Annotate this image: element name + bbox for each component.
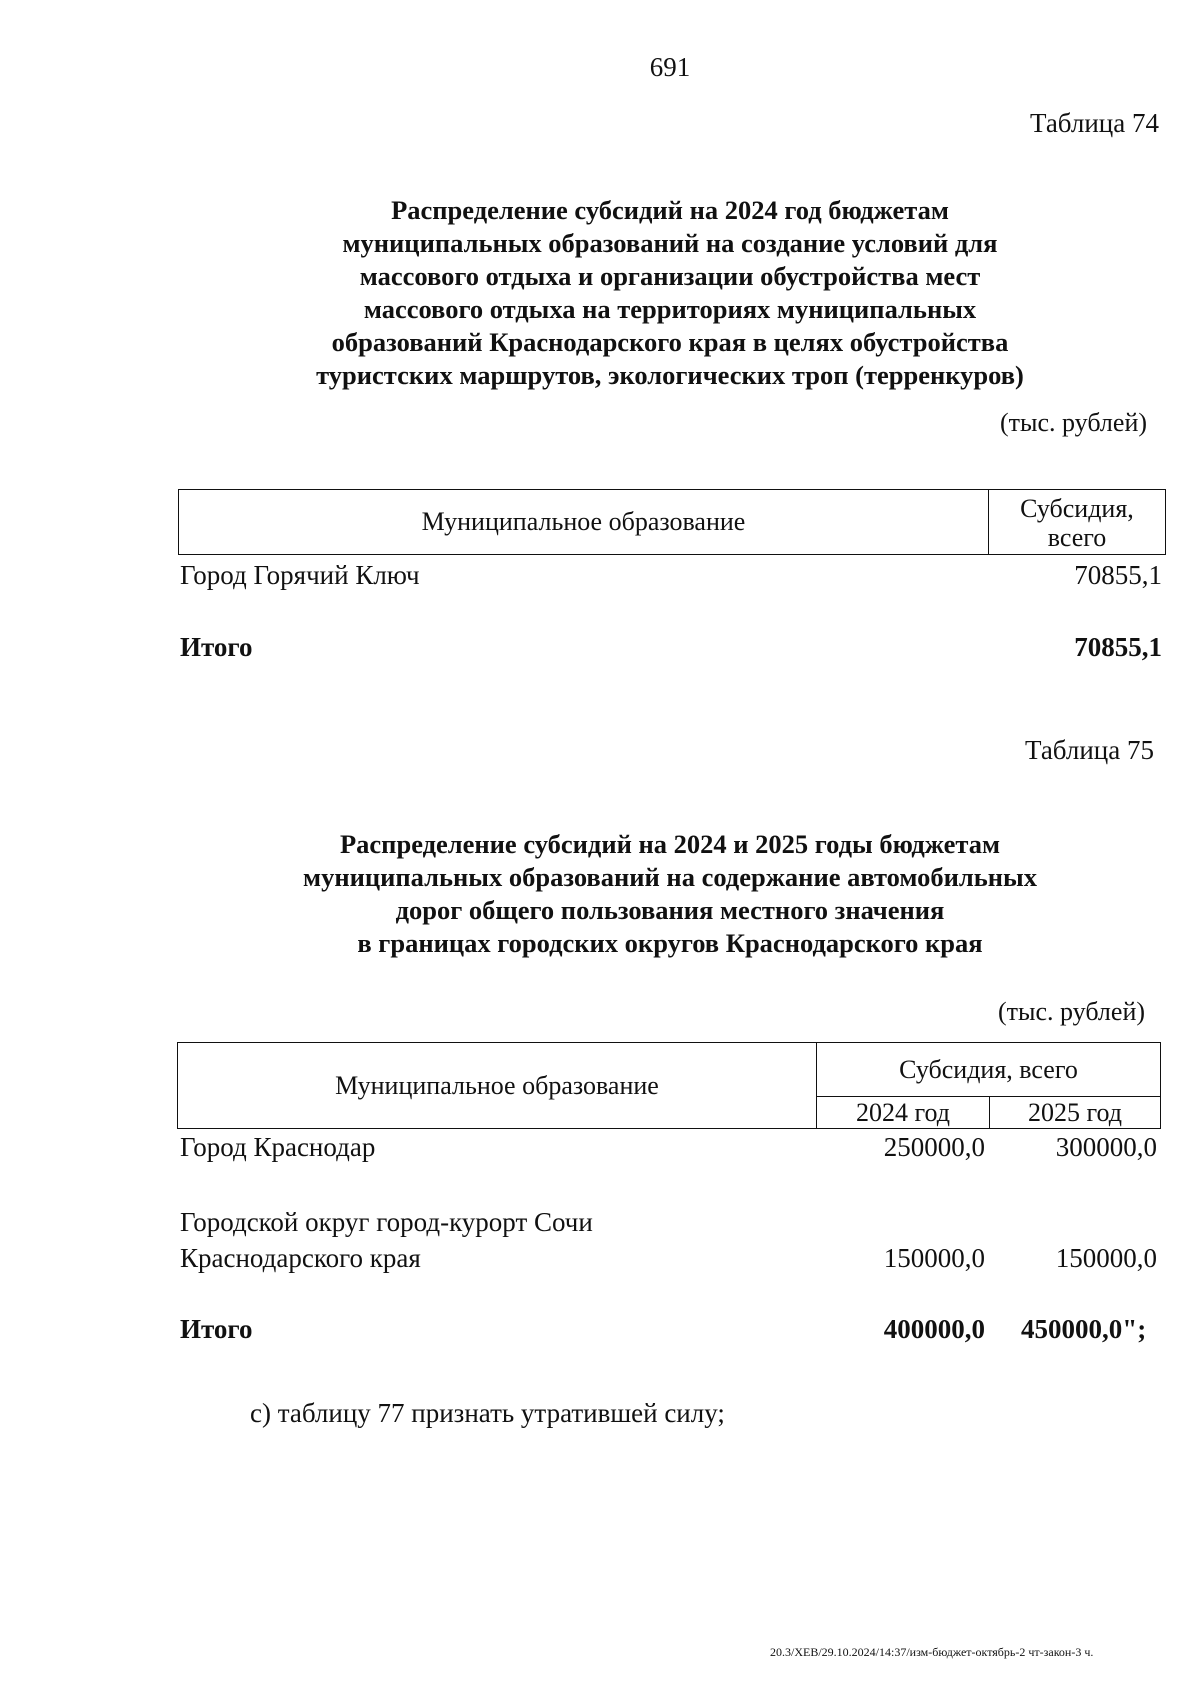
table-75-row-value-2025: 300000,0 — [1055, 1132, 1157, 1162]
page-number: 691 — [649, 52, 691, 82]
table-74-title-line: Распределение субсидий на 2024 год бюджетам — [391, 195, 949, 225]
table-75-total-2024: 400000,0 — [883, 1314, 985, 1344]
table-74-header — [178, 489, 1166, 555]
subsidy-header-line2: всего — [1047, 523, 1107, 552]
year-2024-column-header: 2024 год — [817, 1097, 990, 1129]
table-75-total-2025: 450000,0"; — [1021, 1314, 1147, 1344]
table-75-title-line: муниципальных образований на содержание автомобильных — [303, 862, 1037, 892]
subsidy-header-line1: Субсидия, — [1020, 494, 1134, 523]
subsidy-column-header — [989, 490, 1166, 555]
table-74-title-line: массового отдыха и организации обустройства мест — [359, 261, 981, 291]
table-75-title-line: Распределение субсидий на 2024 и 2025 годы бюджетам — [339, 829, 1001, 859]
table-75-row-value-2024: 150000,0 — [883, 1243, 985, 1273]
table-74-title-line: образований Краснодарского края в целях обустройства — [331, 327, 1009, 357]
table-74-title — [0, 194, 1200, 392]
table-74-row-value: 70855,1 — [1074, 560, 1162, 590]
table-74-units: (тыс. рублей) — [1000, 408, 1148, 437]
table-75-row-name: Город Краснодар — [180, 1132, 376, 1162]
table-75-title-line: дорог общего пользования местного значения — [395, 895, 945, 925]
subsidy-column-header: Субсидия, всего — [817, 1043, 1161, 1097]
table-75-header — [177, 1042, 1161, 1129]
table-74-total-label: Итого — [180, 632, 253, 662]
table-74-title-line: туристских маршрутов, экологических троп (терренкуров) — [316, 360, 1024, 390]
year-2025-column-header: 2025 год — [990, 1097, 1161, 1129]
municipality-column-header: Муниципальное образование — [178, 1043, 817, 1129]
table-74-label: Таблица 74 — [1030, 108, 1159, 138]
table-74-total-value: 70855,1 — [1074, 632, 1162, 662]
footer-document-code: 20.3/ХЕВ/29.10.2024/14:37/изм-бюджет-октябрь-2 чт-закон-3 ч. — [770, 1645, 1094, 1659]
municipality-column-header: Муниципальное образование — [179, 490, 989, 555]
table-75-row-value-2025: 150000,0 — [1055, 1243, 1157, 1273]
table-74-row-name: Город Горячий Ключ — [180, 560, 420, 590]
table-75-row-name-line2: Краснодарского края — [180, 1243, 421, 1273]
table-75-title — [0, 828, 1200, 960]
table-75-total-label: Итого — [180, 1314, 253, 1344]
table-74-title-line: муниципальных образований на создание условий для — [342, 228, 998, 258]
table-75-row-value-2024: 250000,0 — [883, 1132, 985, 1162]
table-75-row-name: Городской округ город-курорт Сочи — [180, 1207, 593, 1237]
table-74-title-line: массового отдыха на территориях муниципальных — [363, 294, 977, 324]
table-75-title-line: в границах городских округов Краснодарского края — [357, 928, 983, 958]
clause-text: с) таблицу 77 признать утратившей силу; — [250, 1398, 725, 1428]
table-75-label: Таблица 75 — [1025, 735, 1154, 765]
table-75-units: (тыс. рублей) — [998, 997, 1146, 1026]
